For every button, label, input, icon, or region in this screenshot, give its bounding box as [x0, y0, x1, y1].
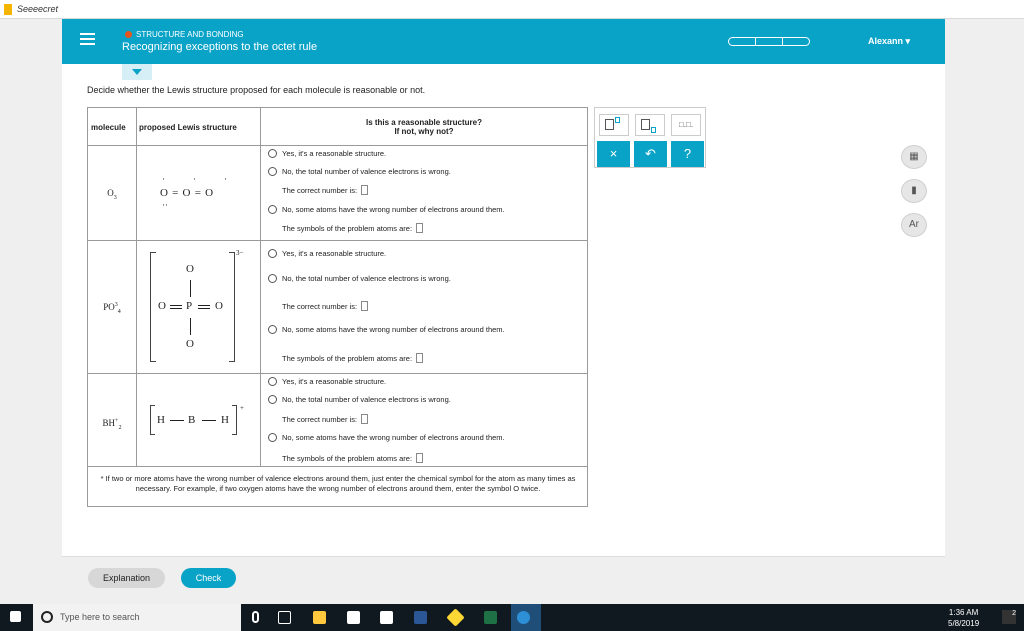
notifications-icon[interactable]: 2 [1002, 610, 1016, 624]
superscript-template-button[interactable] [599, 114, 629, 136]
option-bh2-wrong-total[interactable]: No, the total number of valence electrons is wrong. [268, 395, 451, 404]
chart-icon[interactable]: ▮ [901, 179, 927, 203]
app-icon[interactable] [446, 608, 464, 626]
lewis-o3: O = O = O [160, 187, 215, 199]
calculator-icon[interactable]: ▦ [901, 145, 927, 169]
cortana-icon [41, 611, 53, 623]
windows-start-icon[interactable] [10, 611, 21, 622]
section-label: STRUCTURE AND BONDING [125, 30, 244, 39]
col-header-molecule: molecule [91, 123, 126, 132]
instruction-text: Decide whether the Lewis structure proposed for each molecule is reasonable or not. [87, 85, 426, 95]
radio-button[interactable] [268, 395, 277, 404]
file-explorer-icon[interactable] [313, 611, 326, 624]
section-dot-icon [125, 31, 132, 38]
po4-symbols-input[interactable] [416, 353, 423, 363]
o3-correct-number: The correct number is: [282, 185, 368, 195]
bh2-symbols: The symbols of the problem atoms are: [282, 453, 423, 463]
option-po4-wrong-atoms[interactable]: No, some atoms have the wrong number of electrons around them. [268, 325, 505, 334]
radio-button[interactable] [268, 205, 277, 214]
option-bh2-yes[interactable]: Yes, it's a reasonable structure. [268, 377, 386, 386]
footnote: * If two or more atoms have the wrong number of valence electrons around them, just enter the chemical symbol for the atom as many times as necessary. For example, if two oxygen atoms have the wrong number of electrons around them, enter the symbol O twice. [100, 474, 576, 493]
periodic-table-icon[interactable]: Ar [901, 213, 927, 237]
help-button[interactable]: ? [671, 141, 704, 167]
radio-button[interactable] [268, 377, 277, 386]
option-bh2-wrong-atoms[interactable]: No, some atoms have the wrong number of electrons around them. [268, 433, 505, 442]
po4-correct-number-input[interactable] [361, 301, 368, 311]
explanation-button[interactable]: Explanation [88, 568, 165, 588]
window-title-bar [0, 0, 1024, 19]
bh2-correct-number-input[interactable] [361, 414, 368, 424]
col-header-reasonable: Is this a reasonable structure? [365, 118, 483, 127]
radio-button[interactable] [268, 433, 277, 442]
lewis-o3-lone-pairs-bottom: ·· [162, 200, 168, 210]
list-template-button[interactable]: □.□. [671, 114, 701, 136]
radio-button[interactable] [268, 249, 277, 258]
user-menu[interactable]: Alexann ▾ [868, 36, 911, 46]
clear-button[interactable]: × [597, 141, 630, 167]
store-icon[interactable] [347, 611, 360, 624]
radio-button[interactable] [268, 149, 277, 158]
radio-button[interactable] [268, 167, 277, 176]
word-icon[interactable] [414, 611, 427, 624]
mail-icon[interactable] [380, 611, 393, 624]
question-table: molecule proposed Lewis structure Is this a reasonable structure? If not, why not? $O_3$ O = O = O ··· ·· Yes, it's a reasonable structure. No, the total number of valence electrons is wrong. The correct number is: No, some atoms have the wrong number of electrons around them. The symbols of the problem atoms are: $PO^3_4$ 3− O O P O O Yes, it's a reasonable structure. No, the total number of valence electrons is wrong. The correct number is: No, some atoms have the wrong number of electrons around them. The symbols of the problem atoms are: $BH^+_2$ + H B H Yes, it's a reasonable structure. No, the total number of valence electrons is wrong. The correct number is: No, some atoms have the wrong number of electrons around them. The symbols of the problem atoms are: * If two or more atoms have the wrong number of valence electrons around them, just enter the chemical symbol for the atom as many times as necessary. For example, if two oxygen atoms have the wrong number of electrons around them, enter the symbol O twice. [87, 107, 588, 507]
po4-symbols: The symbols of the problem atoms are: [282, 353, 423, 363]
taskbar-search[interactable]: Type here to search [33, 604, 241, 631]
answer-palette [594, 107, 706, 168]
option-o3-wrong-total[interactable]: No, the total number of valence electrons is wrong. [268, 167, 451, 176]
lewis-o3-lone-pairs-top: ··· [162, 174, 255, 184]
collapse-toggle[interactable] [122, 64, 152, 80]
progress-bar [728, 37, 810, 46]
radio-button[interactable] [268, 274, 277, 283]
undo-button[interactable]: ↶ [634, 141, 667, 167]
topic-title: Recognizing exceptions to the octet rule [122, 41, 318, 53]
taskbar-clock[interactable]: 1:36 AM 5/8/2019 [948, 608, 980, 628]
edge-icon[interactable] [517, 611, 530, 624]
option-o3-yes[interactable]: Yes, it's a reasonable structure. [268, 149, 386, 158]
col-header-why: If not, why not? [394, 127, 454, 136]
option-po4-yes[interactable]: Yes, it's a reasonable structure. [268, 249, 386, 258]
excel-icon[interactable] [484, 611, 497, 624]
option-o3-wrong-atoms[interactable]: No, some atoms have the wrong number of electrons around them. [268, 205, 505, 214]
option-po4-wrong-total[interactable]: No, the total number of valence electrons is wrong. [268, 274, 451, 283]
radio-button[interactable] [268, 325, 277, 334]
po4-correct-number: The correct number is: [282, 301, 368, 311]
molecule-bh2: $BH^+_2$ [102, 418, 122, 431]
o3-symbols: The symbols of the problem atoms are: [282, 223, 423, 233]
molecule-po4: $PO^3_4$ [103, 302, 121, 315]
page-header [62, 19, 945, 64]
menu-icon[interactable] [80, 33, 95, 46]
molecule-o3: $O_3$ [107, 188, 117, 201]
bh2-symbols-input[interactable] [416, 453, 423, 463]
window-title: Seeeecret [17, 4, 59, 14]
col-header-lewis: proposed Lewis structure [139, 123, 237, 132]
app-logo-icon [4, 4, 12, 15]
microphone-icon[interactable] [252, 611, 259, 623]
o3-correct-number-input[interactable] [361, 185, 368, 195]
check-button[interactable]: Check [181, 568, 236, 588]
o3-symbols-input[interactable] [416, 223, 423, 233]
subscript-template-button[interactable] [635, 114, 665, 136]
taskbar [0, 604, 1024, 631]
bottom-bar [62, 556, 945, 604]
chevron-down-icon [132, 69, 142, 75]
left-margin [0, 19, 62, 604]
bh2-correct-number: The correct number is: [282, 414, 368, 424]
right-margin [945, 19, 1024, 604]
task-view-icon[interactable] [278, 611, 291, 624]
